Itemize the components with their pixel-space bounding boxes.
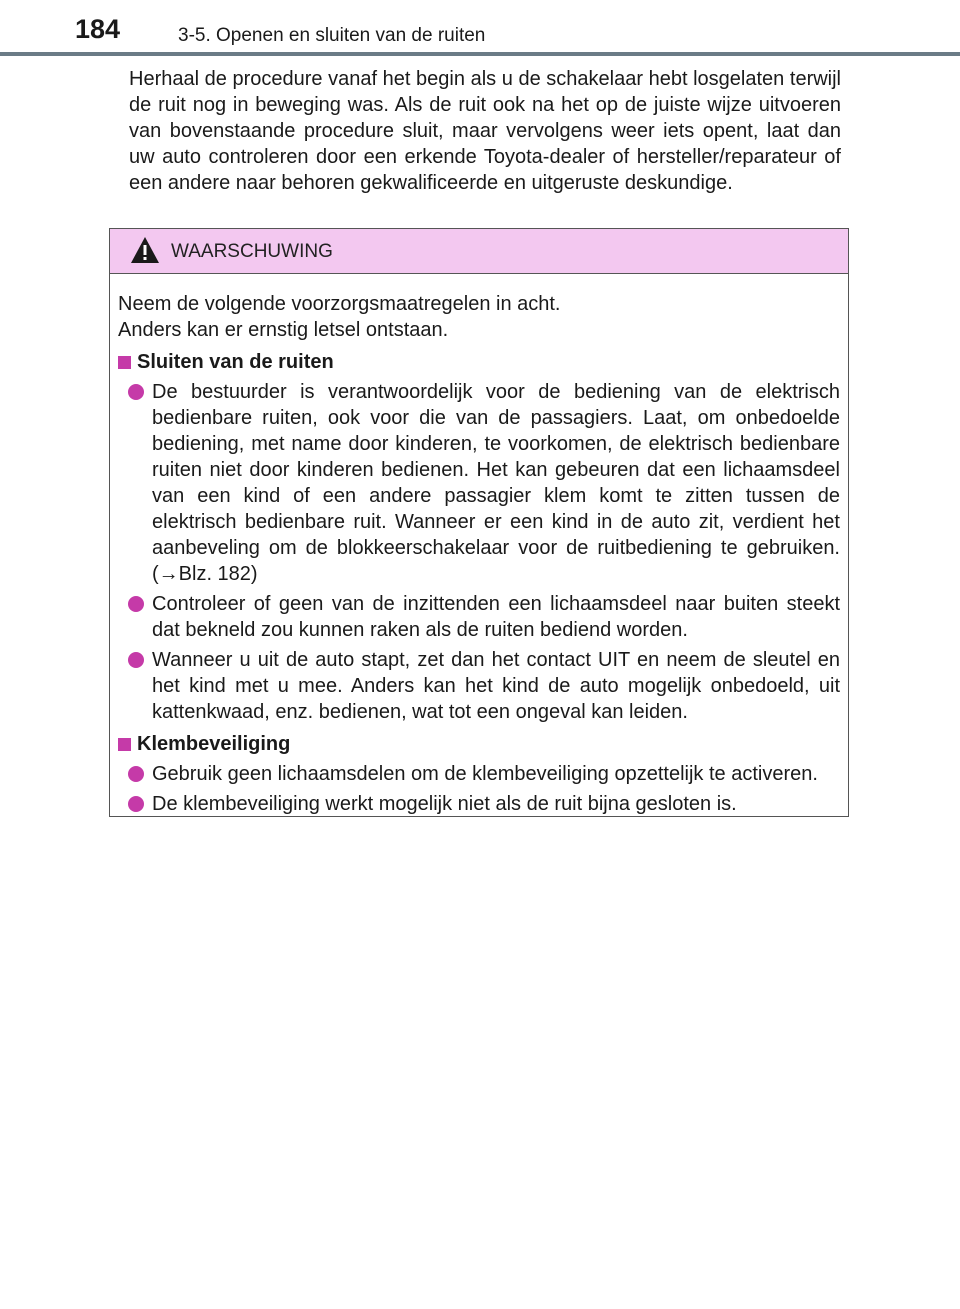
- header-rule: [0, 52, 960, 56]
- warning-header: [110, 229, 848, 274]
- section-title: 3-5. Openen en sluiten van de ruiten: [178, 25, 486, 46]
- warning-intro-line-1: Neem de volgende voorzorgsmaatregelen in acht.: [118, 293, 561, 315]
- list-item-text: De klembeveiliging werkt mogelijk niet als de ruit bijna gesloten is.: [152, 793, 737, 815]
- warning-intro-line-2: Anders kan er ernstig letsel ontstaan.: [118, 319, 449, 341]
- list-item-text: Wanneer u uit de auto stapt, zet dan het contact UIT en neem de sleutel en het kind met u mee. Anders kan het kind de auto mogelijk onbedoeld, uit kattenkwaad, enz. bedienen, wat tot een ongeval kan leiden.: [152, 649, 840, 723]
- warning-body: [110, 274, 848, 817]
- warning-triangle-icon: [130, 236, 160, 264]
- intro-paragraph: Herhaal de procedure vanaf het begin als u de schakelaar hebt losgelaten terwijl de ruit nog in beweging was. Als de ruit ook na het op de juiste wijze uitvoeren van bovenstaande procedure sluit, maar vervolgens weer iets opent, laat dan uw auto controleren door een erkende Toyota-dealer of hersteller/reparateur of een andere naar behoren gekwalificeerde en uitgeruste deskundige.: [129, 68, 841, 194]
- warning-box: [109, 228, 849, 817]
- section-heading-label: Klembeveiliging: [137, 733, 291, 755]
- square-bullet-icon: [118, 356, 131, 369]
- list-item-text: Controleer of geen van de inzittenden een lichaamsdeel naar buiten steekt dat bekneld zou kunnen raken als de ruiten bediend worden.: [152, 593, 840, 641]
- list-item: [118, 647, 840, 725]
- list-item: [118, 761, 840, 787]
- section-heading-label: Sluiten van de ruiten: [137, 351, 334, 373]
- dot-bullet-icon: [128, 796, 144, 812]
- list-item: [118, 791, 840, 817]
- list-item: [118, 591, 840, 643]
- page-number: 184: [75, 14, 121, 44]
- section-heading: [118, 349, 840, 375]
- dot-bullet-icon: [128, 596, 144, 612]
- section-heading: [118, 731, 840, 757]
- dot-bullet-icon: [128, 766, 144, 782]
- warning-title: WAARSCHUWING: [171, 241, 333, 262]
- list-item-text: Gebruik geen lichaamsdelen om de klembeveiliging opzettelijk te activeren.: [152, 763, 818, 785]
- square-bullet-icon: [118, 738, 131, 751]
- dot-bullet-icon: [128, 384, 144, 400]
- dot-bullet-icon: [128, 652, 144, 668]
- list-item-text: De bestuurder is verantwoordelijk voor de bediening van de elektrisch bedienbare ruiten, ook voor die van de passagiers. Laat, om onbedoelde bediening, met name door kinderen, te voorkomen, de elektrisch bedienbare ruiten niet door kinderen bedienen. Het kan gebeuren dat een lichaamsdeel van een kind of een andere passagier klem komt te zitten tussen de elektrisch bedienbare ruit. Wanneer er een kind in de auto zit, verdient het aanbeveling om de blokkeerschakelaar voor de ruitbediening te gebruiken. (→Blz. 182): [152, 381, 840, 585]
- list-item: [118, 379, 840, 587]
